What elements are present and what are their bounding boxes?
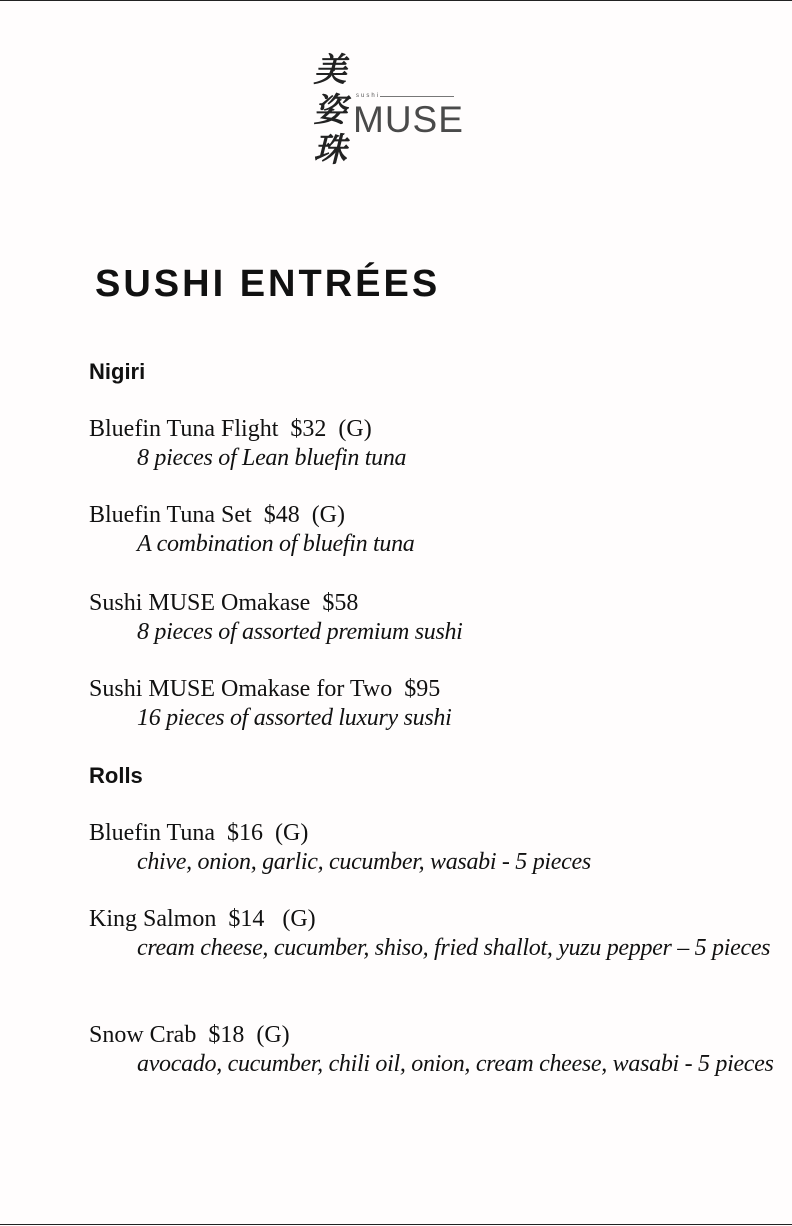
page-title: SUSHI ENTRÉES — [95, 263, 441, 305]
menu-item-description: chive, onion, garlic, cucumber, wasabi - 5 pieces — [137, 849, 591, 875]
logo-kanji-2: 姿 — [313, 90, 347, 129]
page-bottom-border — [0, 1224, 792, 1225]
logo-kanji — [310, 50, 350, 170]
menu-item-description: cream cheese, cucumber, shiso, fried shallot, yuzu pepper – 5 pieces — [137, 935, 771, 961]
menu-item-description: 8 pieces of assorted premium sushi — [137, 619, 463, 645]
menu-item-name-price: Bluefin Tuna $16 (G) — [89, 820, 309, 846]
menu-item — [89, 415, 769, 473]
menu-item-description: avocado, cucumber, chili oil, onion, cream cheese, wasabi - 5 pieces — [137, 1051, 774, 1077]
menu-item-description: A combination of bluefin tuna — [137, 531, 415, 557]
sushi-muse-logo — [306, 50, 466, 175]
menu-item-name-price: Bluefin Tuna Set $48 (G) — [89, 502, 346, 528]
menu-item — [89, 675, 769, 733]
page-top-border — [0, 0, 792, 1]
menu-item-name-price: Sushi MUSE Omakase $58 — [89, 590, 359, 616]
logo-kanji-3: 珠 — [313, 130, 347, 169]
menu-item-name-price: Snow Crab $18 (G) — [89, 1022, 290, 1048]
menu-item — [89, 589, 769, 647]
menu-item-name-price: Bluefin Tuna Flight $32 (G) — [89, 416, 372, 442]
menu-item-description: 8 pieces of Lean bluefin tuna — [137, 445, 407, 471]
logo-small-text: sushi — [356, 93, 381, 99]
section-heading-nigiri: Nigiri — [89, 359, 146, 384]
menu-item-description: 16 pieces of assorted luxury sushi — [137, 705, 452, 731]
menu-item-name-price: Sushi MUSE Omakase for Two $95 — [89, 676, 441, 702]
section-heading-rolls: Rolls — [89, 763, 143, 788]
menu-item — [89, 819, 769, 877]
menu-item — [89, 501, 769, 559]
logo-name: MUSE — [353, 99, 464, 140]
logo-kanji-1: 美 — [313, 50, 347, 89]
menu-item — [89, 905, 769, 963]
menu-item-name-price: King Salmon $14 (G) — [89, 906, 316, 932]
logo-rule — [380, 96, 454, 97]
menu-item — [89, 1021, 774, 1079]
